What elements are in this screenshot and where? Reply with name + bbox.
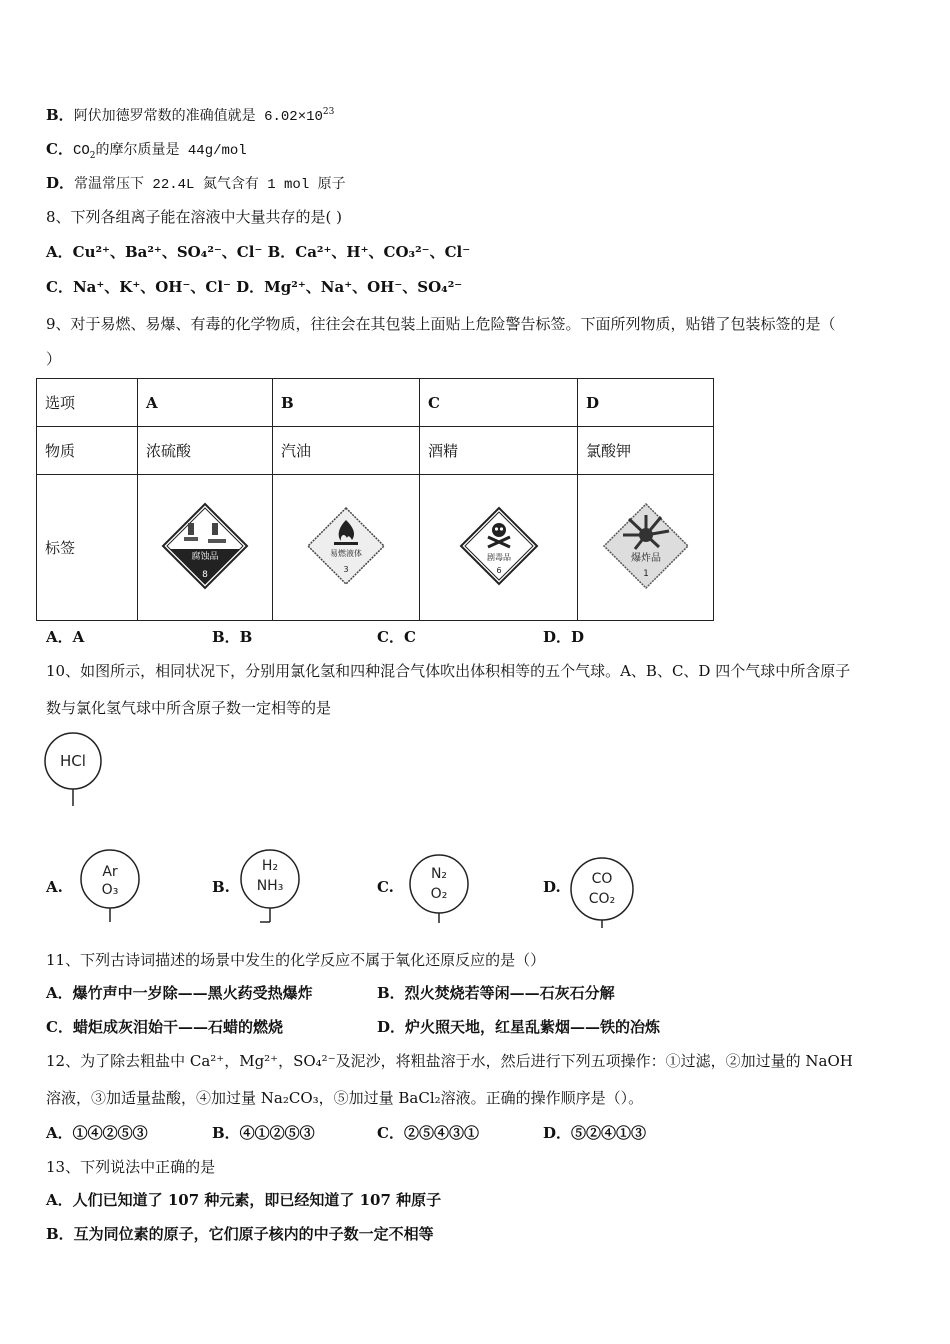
header-substance: 物质 (37, 427, 138, 475)
q9-answer-d: D．D (543, 628, 585, 646)
cell-option-b: B (273, 379, 420, 427)
q12-stem-line1: 12、为了除去粗盐中 Ca²⁺，Mg²⁺，SO₄²⁻及泥沙，将粗盐溶于水，然后进行下列五项操作：①过滤，②加过量的 NaOH (46, 1052, 853, 1070)
cell-substance-b: 汽油 (273, 427, 420, 475)
q10-stem-line2: 数与氯化氢气球中所含原子数一定相等的是 (46, 699, 332, 717)
q13-stem: 13、下列说法中正确的是 (46, 1158, 216, 1176)
sign-number-c: 6 (495, 565, 502, 575)
balloon-c (404, 852, 476, 924)
q7-option-d: D．常温常压下 22.4L 氮气含有 1 mol 原子 (46, 174, 346, 193)
q12-option-c: C．②⑤④③① (377, 1124, 479, 1142)
balloon-a (76, 846, 148, 924)
cell-option-c: C (420, 379, 578, 427)
header-option: 选项 (37, 379, 138, 427)
balloon-d-gas2: CO₂ (588, 891, 616, 907)
q8-stem: 8、下列各组离子能在溶液中大量共存的是( ) (46, 208, 343, 226)
q7-option-c: C．$CO_2$的摩尔质量是 44g/mol (46, 140, 247, 161)
header-label: 标签 (37, 475, 138, 621)
cell-option-d: D (578, 379, 714, 427)
q10-option-a-label: A. (46, 878, 63, 896)
balloon-b-gas2: NH₃ (256, 878, 284, 894)
sign-number-b: 3 (343, 564, 349, 574)
q11-option-b: B．烈火焚烧若等闲——石灰石分解 (377, 984, 615, 1002)
q10-stem-line1: 10、如图所示，相同状况下，分别用氯化氢和四种混合气体吹出体积相等的五个气球。A、B、C、D 四个气球中所含原子 (46, 662, 851, 680)
balloon-d (566, 856, 640, 930)
q11-option-d: D．炉火照天地，红星乱紫烟——铁的冶炼 (377, 1018, 661, 1036)
cell-sign-a (138, 475, 273, 621)
cell-substance-d: 氯酸钾 (578, 427, 714, 475)
q12-option-d: D．⑤②④①③ (543, 1124, 647, 1142)
balloon-d-gas1: CO (591, 871, 613, 887)
cell-option-a: A (138, 379, 273, 427)
table-row-options (37, 379, 714, 427)
sign-text-c: 剧毒品 (486, 552, 511, 562)
sign-text-a: 腐蚀品 (191, 551, 219, 562)
sign-number-d: 1 (642, 568, 649, 579)
balloon-a-gas1: Ar (102, 864, 118, 880)
q12-stem-line2: 溶液，③加适量盐酸，④加过量 Na₂CO₃，⑤加过量 BaCl₂溶液。正确的操作顺序是（）。 (46, 1089, 644, 1107)
q11-stem: 11、下列古诗词描述的场景中发生的化学反应不属于氧化还原反应的是（） (46, 951, 546, 969)
sign-number-a: 8 (202, 569, 208, 580)
q8-options-cd: C．Na⁺、K⁺、OH⁻、Cl⁻ D．Mg²⁺、Na⁺、OH⁻、SO₄²⁻ (46, 278, 463, 296)
hcl-balloon-label: HCl (60, 752, 86, 770)
q13-option-a: A．人们已知道了 107 种元素，即已经知道了 107 种原子 (46, 1191, 442, 1209)
q11-option-a: A．爆竹声中一岁除——黑火药受热爆炸 (46, 984, 313, 1002)
cell-sign-b (273, 475, 420, 621)
q11-option-c: C．蜡炬成灰泪始干——石蜡的燃烧 (46, 1018, 283, 1036)
sign-text-b: 易燃液体 (330, 548, 362, 558)
balloon-c-gas1: N₂ (430, 866, 448, 882)
q7-option-b: B．阿伏加德罗常数的准确值就是 $6.02\times 10^{23}$ (46, 106, 335, 125)
q9-stem-line1: 9、对于易燃、易爆、有毒的化学物质，往往会在其包装上面贴上危险警告标签。下面所列物质，贴错了包装标签的是（ (46, 315, 836, 333)
q10-option-c-label: C. (377, 878, 394, 896)
q8-options-ab: A．Cu²⁺、Ba²⁺、SO₄²⁻、Cl⁻ B．Ca²⁺、H⁺、CO₃²⁻、Cl⁻ (46, 243, 471, 261)
explosive-sign-icon (601, 501, 691, 591)
flammable-liquid-sign-icon (306, 506, 386, 586)
balloon-a-gas2: O₃ (101, 882, 119, 898)
hcl-balloon (40, 732, 110, 808)
q10-option-b-label: B. (212, 878, 230, 896)
cell-sign-d (578, 475, 714, 621)
cell-sign-c (420, 475, 578, 621)
cell-substance-c: 酒精 (420, 427, 578, 475)
balloon-b (236, 846, 308, 924)
corrosive-sign-icon (160, 501, 250, 591)
q10-option-d-label: D. (543, 878, 561, 896)
q9-answer-c: C．C (377, 628, 416, 646)
toxic-sign-icon (459, 506, 539, 586)
table-row-substances (37, 427, 714, 475)
balloon-b-gas1: H₂ (261, 858, 279, 874)
hazard-label-table (36, 378, 714, 621)
q13-option-b: B．互为同位素的原子，它们原子核内的中子数一定不相等 (46, 1225, 434, 1243)
q12-option-b: B．④①②⑤③ (212, 1124, 315, 1142)
q9-answer-b: B．B (212, 628, 253, 646)
balloon-c-gas2: O₂ (430, 886, 448, 902)
sign-text-d: 爆炸品 (630, 552, 661, 564)
q12-option-a: A．①④②⑤③ (46, 1124, 148, 1142)
q9-answer-a: A．A (46, 628, 85, 646)
q9-stem-line2: ） (46, 350, 62, 368)
table-row-labels (37, 475, 714, 621)
cell-substance-a: 浓硫酸 (138, 427, 273, 475)
